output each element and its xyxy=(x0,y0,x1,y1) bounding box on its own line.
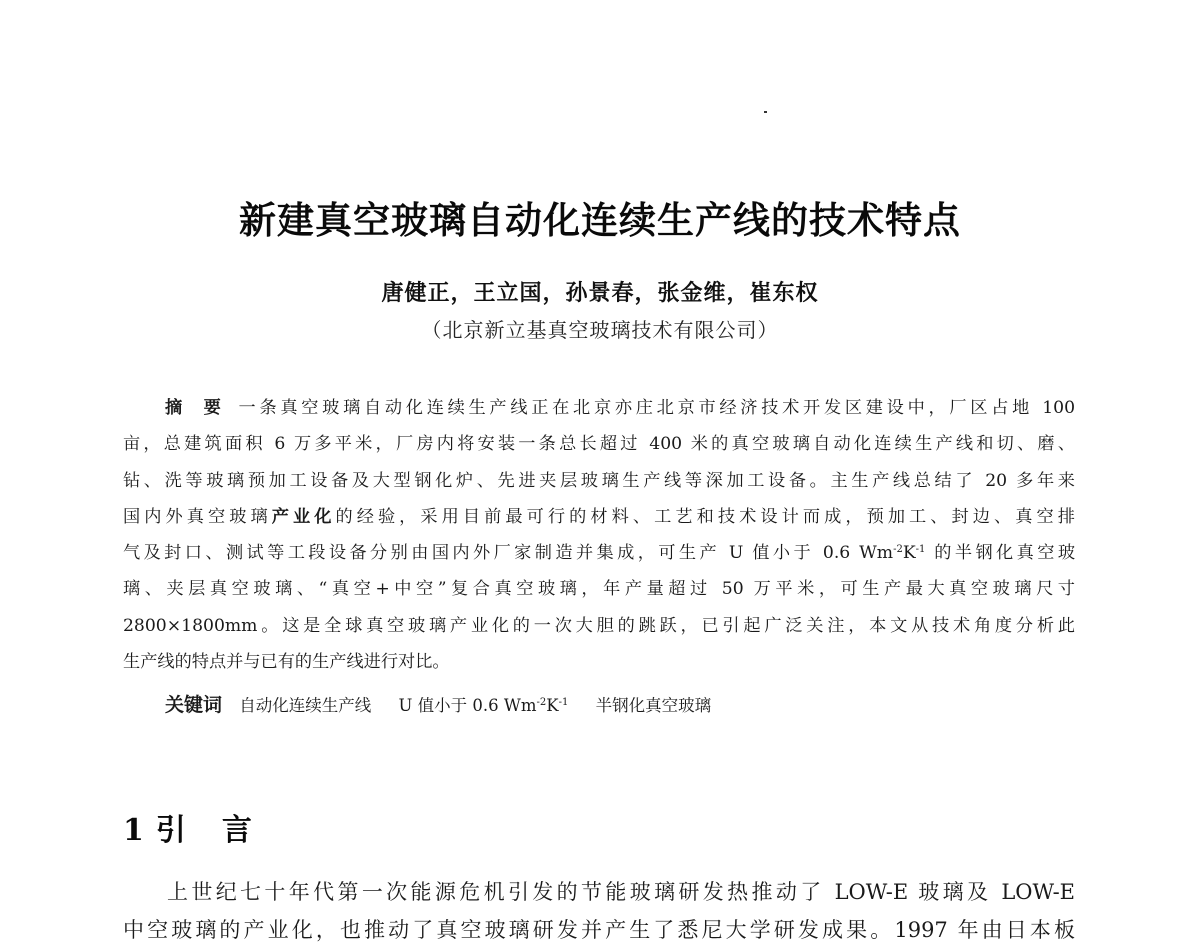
section-title: 引言 xyxy=(155,813,288,848)
abstract xyxy=(123,390,1075,680)
keyword: 自动化连续生产线 xyxy=(239,696,372,715)
keyword: U 值小于 0.6 $Wm^{-2}K^{-1}$ xyxy=(398,696,569,715)
abstract-line: 2800×1800mm。这是全球真空玻璃产业化的一次大胆的跳跃，已引起广泛关注，本文从技术角度分析此 xyxy=(123,615,1075,636)
body-line: 上世纪七十年代第一次能源危机引发的节能玻璃研发热推动了 LOW-E 玻璃及 LOW-E xyxy=(167,880,1075,904)
keywords xyxy=(165,690,733,717)
keywords-label: 关键词 xyxy=(165,694,223,716)
abstract-line: 亩，总建筑面积 6 万多平米，厂房内将安装一条总长超过 400 米的真空玻璃自动化连续生产线和切、磨、 xyxy=(123,434,1075,455)
affiliation: （北京新立基真空玻璃技术有限公司） xyxy=(421,318,779,342)
abstract-line: 摘 要 一条真空玻璃自动化连续生产线正在北京亦庄北京市经济技术开发区建设中，厂区占地 100 xyxy=(165,398,1076,418)
scan-artifact-dot xyxy=(764,111,767,113)
abstract-line: 璃、夹层真空玻璃、“真空+中空”复合真空玻璃，年产量超过 50 万平米，可生产最大真空玻璃尺寸 xyxy=(123,579,1075,600)
abstract-line: 钻、洗等玻璃预加工设备及大型钢化炉、先进夹层玻璃生产线等深加工设备。主生产线总结了 20 多年来 xyxy=(123,470,1075,491)
section-number: 1 xyxy=(123,813,144,848)
author-list: 唐健正，王立国，孙景春，张金维，崔东权 xyxy=(381,280,819,306)
body-paragraph xyxy=(123,873,1075,949)
section-heading xyxy=(123,805,288,849)
abstract-label: 摘 要 xyxy=(165,398,229,418)
body-line: 中空玻璃的产业化，也推动了真空玻璃研发并产生了悉尼大学研发成果。1997 年由日本板 xyxy=(123,918,1075,942)
paper-title: 新建真空玻璃自动化连续生产线的技术特点 xyxy=(239,199,961,242)
abstract-line: 国内外真空玻璃产业化的经验，采用目前最可行的材料、工艺和技术设计而成，预加工、封边、真空排 xyxy=(123,506,1075,527)
abstract-line: 生产线的特点并与已有的生产线进行对比。 xyxy=(123,652,450,673)
abstract-line: 气及封口、测试等工段设备分别由国内外厂家制造并集成，可生产 U 值小于 0.6 $Wm^{-2}K^{-1}$ 的半钢化真空玻 xyxy=(123,543,1076,564)
keyword: 半钢化真空玻璃 xyxy=(595,696,712,715)
